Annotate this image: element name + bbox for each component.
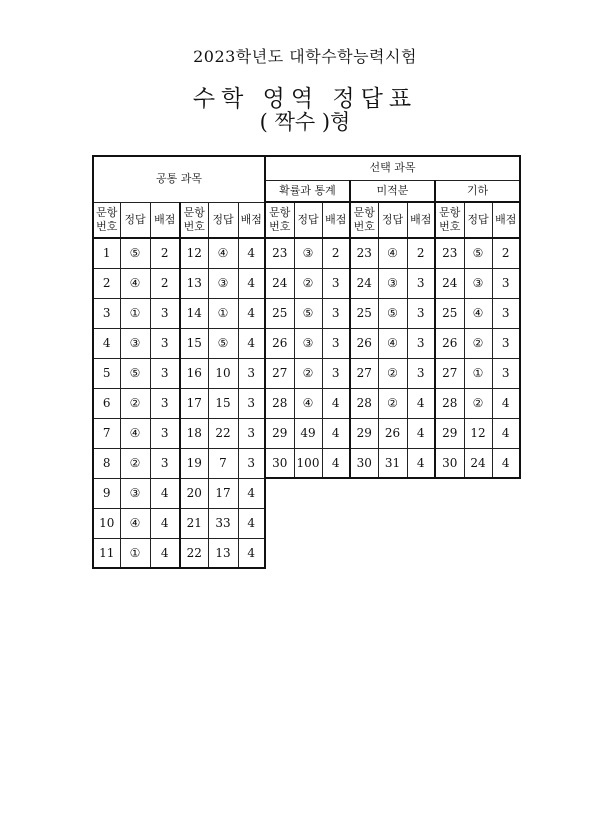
answer-label: 정답 xyxy=(208,202,238,238)
calculus-number-cell: 28 xyxy=(350,388,378,418)
common-answer-cell: ③ xyxy=(208,268,238,298)
geometry-answer-cell: 24 xyxy=(464,448,492,478)
common-answer-cell: ⑤ xyxy=(120,358,150,388)
number-label: 문항 번호 xyxy=(180,202,208,238)
answer-row xyxy=(93,508,520,538)
common-answer-cell: ④ xyxy=(120,508,150,538)
common-number-cell: 16 xyxy=(180,358,208,388)
prob-stat-answer-cell: 100 xyxy=(294,448,322,478)
geometry-points-cell: 3 xyxy=(492,328,520,358)
common-answer-cell: 22 xyxy=(208,418,238,448)
prob-stat-answer-cell: ② xyxy=(294,268,322,298)
geometry-points-cell: 4 xyxy=(492,388,520,418)
geometry-number-cell: 24 xyxy=(435,268,464,298)
geometry-answer-cell: ⑤ xyxy=(464,238,492,268)
geometry-number-cell: 23 xyxy=(435,238,464,268)
common-answer-cell: ① xyxy=(208,298,238,328)
common-number-cell: 15 xyxy=(180,328,208,358)
geometry-points-cell: 3 xyxy=(492,268,520,298)
answer-row xyxy=(93,298,520,328)
common-answer-cell: 33 xyxy=(208,508,238,538)
common-answer-cell: 15 xyxy=(208,388,238,418)
common-subject-header: 공통 과목 xyxy=(93,156,265,202)
common-points-cell: 4 xyxy=(238,328,265,358)
common-points-cell: 3 xyxy=(238,388,265,418)
common-number-cell: 6 xyxy=(93,388,120,418)
geometry-number-cell: 29 xyxy=(435,418,464,448)
prob-stat-points-cell: 3 xyxy=(322,358,350,388)
common-points-cell: 3 xyxy=(150,448,180,478)
geometry-number-cell: 26 xyxy=(435,328,464,358)
calculus-points-cell: 3 xyxy=(407,268,435,298)
common-number-cell: 21 xyxy=(180,508,208,538)
common-number-cell: 10 xyxy=(93,508,120,538)
calculus-answer-cell: ③ xyxy=(378,268,407,298)
number-label: 문항 번호 xyxy=(350,202,378,238)
geometry-points-cell: 4 xyxy=(492,418,520,448)
prob-stat-number-cell: 23 xyxy=(265,238,294,268)
type-close: )형 xyxy=(321,110,351,134)
calculus-points-cell: 4 xyxy=(407,418,435,448)
common-answer-cell: ⑤ xyxy=(120,238,150,268)
prob-stat-points-cell: 3 xyxy=(322,328,350,358)
common-answer-cell: ③ xyxy=(120,478,150,508)
common-answer-cell: 10 xyxy=(208,358,238,388)
calculus-answer-cell: ⑤ xyxy=(378,298,407,328)
prob-stat-number-cell: 25 xyxy=(265,298,294,328)
common-number-cell: 17 xyxy=(180,388,208,418)
calculus-answer-cell: ④ xyxy=(378,238,407,268)
common-points-cell: 4 xyxy=(238,298,265,328)
prob-stat-header: 확률과 통계 xyxy=(265,180,350,202)
answer-row xyxy=(93,268,520,298)
answer-row xyxy=(93,328,520,358)
calculus-answer-cell: ④ xyxy=(378,328,407,358)
calculus-answer-cell: 26 xyxy=(378,418,407,448)
answer-row xyxy=(93,388,520,418)
common-number-cell: 18 xyxy=(180,418,208,448)
common-answer-cell: ② xyxy=(120,448,150,478)
calculus-number-cell: 29 xyxy=(350,418,378,448)
common-points-cell: 4 xyxy=(150,538,180,568)
calculus-number-cell: 23 xyxy=(350,238,378,268)
answer-row xyxy=(93,538,520,568)
answer-row xyxy=(93,358,520,388)
common-number-cell: 7 xyxy=(93,418,120,448)
calculus-answer-cell: ② xyxy=(378,388,407,418)
prob-stat-answer-cell: ③ xyxy=(294,238,322,268)
prob-stat-number-cell: 24 xyxy=(265,268,294,298)
answer-row xyxy=(93,418,520,448)
calculus-number-cell: 26 xyxy=(350,328,378,358)
type-open: ( xyxy=(259,110,268,134)
common-number-cell: 2 xyxy=(93,268,120,298)
common-points-cell: 4 xyxy=(238,478,265,508)
geometry-answer-cell: ② xyxy=(464,328,492,358)
points-label: 배점 xyxy=(407,202,435,238)
number-label: 문항 번호 xyxy=(435,202,464,238)
prob-stat-points-cell: 4 xyxy=(322,418,350,448)
common-number-cell: 9 xyxy=(93,478,120,508)
points-label: 배점 xyxy=(150,202,180,238)
common-points-cell: 4 xyxy=(150,478,180,508)
geometry-number-cell: 27 xyxy=(435,358,464,388)
number-label: 문항 번호 xyxy=(93,202,120,238)
type-name: 짝수 xyxy=(274,110,316,134)
common-answer-cell: 7 xyxy=(208,448,238,478)
common-points-cell: 4 xyxy=(238,538,265,568)
common-points-cell: 4 xyxy=(238,268,265,298)
geometry-number-cell: 30 xyxy=(435,448,464,478)
prob-stat-points-cell: 3 xyxy=(322,268,350,298)
number-label: 문항 번호 xyxy=(265,202,294,238)
calculus-points-cell: 3 xyxy=(407,298,435,328)
prob-stat-answer-cell: ⑤ xyxy=(294,298,322,328)
answer-row xyxy=(93,448,520,478)
prob-stat-answer-cell: ② xyxy=(294,358,322,388)
common-points-cell: 3 xyxy=(150,298,180,328)
common-number-cell: 19 xyxy=(180,448,208,478)
common-answer-cell: 17 xyxy=(208,478,238,508)
exam-type xyxy=(0,106,610,136)
elective-subject-header: 선택 과목 xyxy=(265,156,520,180)
subject-title: 수학 영역 정답표 xyxy=(192,86,418,112)
calculus-points-cell: 4 xyxy=(407,448,435,478)
prob-stat-number-cell: 29 xyxy=(265,418,294,448)
common-number-cell: 5 xyxy=(93,358,120,388)
common-answer-cell: ① xyxy=(120,538,150,568)
calculus-number-cell: 27 xyxy=(350,358,378,388)
calculus-answer-cell: 31 xyxy=(378,448,407,478)
common-points-cell: 3 xyxy=(150,328,180,358)
common-points-cell: 3 xyxy=(238,358,265,388)
common-answer-cell: ⑤ xyxy=(208,328,238,358)
common-number-cell: 3 xyxy=(93,298,120,328)
prob-stat-answer-cell: ④ xyxy=(294,388,322,418)
common-answer-cell: ③ xyxy=(120,328,150,358)
prob-stat-number-cell: 28 xyxy=(265,388,294,418)
geometry-number-cell: 25 xyxy=(435,298,464,328)
common-answer-cell: ④ xyxy=(120,418,150,448)
geometry-points-cell: 4 xyxy=(492,448,520,478)
column-label-row xyxy=(93,202,520,238)
header-row xyxy=(93,156,520,180)
answer-label: 정답 xyxy=(464,202,492,238)
common-points-cell: 3 xyxy=(238,448,265,478)
common-number-cell: 11 xyxy=(93,538,120,568)
common-answer-cell: 13 xyxy=(208,538,238,568)
common-points-cell: 2 xyxy=(150,268,180,298)
prob-stat-number-cell: 27 xyxy=(265,358,294,388)
prob-stat-points-cell: 2 xyxy=(322,238,350,268)
exam-title: 2023학년도 대학수학능력시험 xyxy=(193,47,417,66)
prob-stat-answer-cell: ③ xyxy=(294,328,322,358)
prob-stat-points-cell: 4 xyxy=(322,388,350,418)
common-number-cell: 20 xyxy=(180,478,208,508)
geometry-points-cell: 3 xyxy=(492,358,520,388)
common-points-cell: 4 xyxy=(238,238,265,268)
common-number-cell: 22 xyxy=(180,538,208,568)
common-answer-cell: ② xyxy=(120,388,150,418)
common-answer-cell: ① xyxy=(120,298,150,328)
prob-stat-points-cell: 3 xyxy=(322,298,350,328)
points-label: 배점 xyxy=(322,202,350,238)
common-number-cell: 14 xyxy=(180,298,208,328)
common-number-cell: 1 xyxy=(93,238,120,268)
calculus-number-cell: 30 xyxy=(350,448,378,478)
common-points-cell: 2 xyxy=(150,238,180,268)
common-points-cell: 3 xyxy=(150,388,180,418)
common-answer-cell: ④ xyxy=(120,268,150,298)
calculus-header: 미적분 xyxy=(350,180,435,202)
prob-stat-answer-cell: 49 xyxy=(294,418,322,448)
geometry-answer-cell: 12 xyxy=(464,418,492,448)
answer-table-body xyxy=(93,156,520,568)
geometry-points-cell: 3 xyxy=(492,298,520,328)
common-number-cell: 13 xyxy=(180,268,208,298)
answer-label: 정답 xyxy=(294,202,322,238)
geometry-answer-cell: ③ xyxy=(464,268,492,298)
answer-label: 정답 xyxy=(378,202,407,238)
common-number-cell: 8 xyxy=(93,448,120,478)
calculus-answer-cell: ② xyxy=(378,358,407,388)
geometry-answer-cell: ④ xyxy=(464,298,492,328)
calculus-points-cell: 4 xyxy=(407,388,435,418)
geometry-answer-cell: ① xyxy=(464,358,492,388)
common-points-cell: 3 xyxy=(150,418,180,448)
prob-stat-points-cell: 4 xyxy=(322,448,350,478)
common-points-cell: 3 xyxy=(150,358,180,388)
geometry-number-cell: 28 xyxy=(435,388,464,418)
answer-row xyxy=(93,478,520,508)
answer-row xyxy=(93,238,520,268)
answer-table xyxy=(92,155,521,569)
common-points-cell: 4 xyxy=(150,508,180,538)
calculus-points-cell: 3 xyxy=(407,328,435,358)
geometry-points-cell: 2 xyxy=(492,238,520,268)
common-points-cell: 3 xyxy=(238,418,265,448)
common-number-cell: 4 xyxy=(93,328,120,358)
calculus-points-cell: 3 xyxy=(407,358,435,388)
calculus-points-cell: 2 xyxy=(407,238,435,268)
common-number-cell: 12 xyxy=(180,238,208,268)
common-points-cell: 4 xyxy=(238,508,265,538)
prob-stat-number-cell: 26 xyxy=(265,328,294,358)
points-label: 배점 xyxy=(238,202,265,238)
geometry-answer-cell: ② xyxy=(464,388,492,418)
common-answer-cell: ④ xyxy=(208,238,238,268)
answer-label: 정답 xyxy=(120,202,150,238)
geometry-header: 기하 xyxy=(435,180,520,202)
points-label: 배점 xyxy=(492,202,520,238)
calculus-number-cell: 25 xyxy=(350,298,378,328)
calculus-number-cell: 24 xyxy=(350,268,378,298)
prob-stat-number-cell: 30 xyxy=(265,448,294,478)
